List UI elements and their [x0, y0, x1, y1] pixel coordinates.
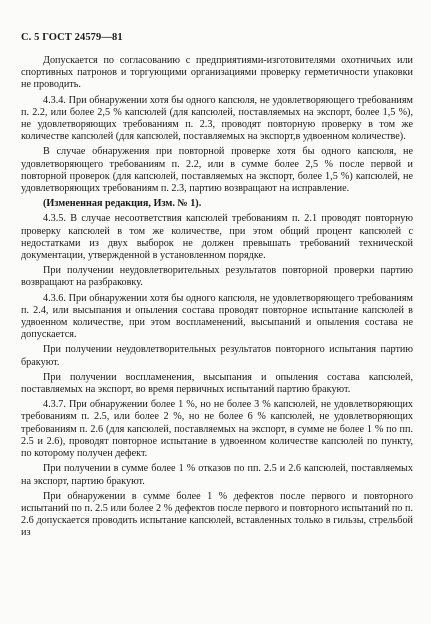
paragraph: При получении в сумме более 1 % отказов по пп. 2.5 и 2.6 капсюлей, поставляемых на экспорт, партию бракуют.: [21, 463, 413, 487]
paragraph: При получении неудовлетворительных результатов повторной проверки партию возвращают на разбраковку.: [21, 265, 413, 289]
paragraph: 4.3.7. При обнаружении более 1 %, но не более 3 % капсюлей, не удовлетворяющих требованиям п. 2.5, или более 2 %, но не более 6 % капсюлей, не удовлетворяющих требованиям п. 2.6 (для капсюлей, поставляемых на экспорт, в сумме не более 1 % по пп. 2.5 и 2.6), проводят повторное испытание в удвоенном количестве капсюлей по пункту, по которому получен дефект.: [21, 399, 413, 460]
paragraph: В случае обнаружения при повторной проверке хотя бы одного капсюля, не удовлетворяющего требованиям п. 2.2, или в сумме более 2,5 % после первой и повторной проверок (для капсюлей, поставляемых на экспорт, более 1,5 %) капсюлей, не удовлетворяющих требованиям п. 2.3, партию возвращают на исправление.: [21, 146, 413, 195]
paragraph: 4.3.5. В случае несоответствия капсюлей требованиям п. 2.1 проводят повторную проверку капсюлей в том же количестве, при этом общий процент капсюлей с недостатками из двух выборок не должен превышать требований технической документации, утвержденной в установленном порядке.: [21, 213, 413, 262]
document-body: [21, 55, 413, 543]
paragraph: 4.3.4. При обнаружении хотя бы одного капсюля, не удовлетворяющего требованиям п. 2.2, или более 2,5 % капсюлей (для капсюлей, поставляемых на экспорт, более 1,5 %), не удовлетворяющих требованиям п. 2.3, проводят повторную проверку в том же количестве капсюлей (для капсюлей, поставляемых на экспорт,в удвоенном количестве).: [21, 94, 413, 143]
page-header: С. 5 ГОСТ 24579—81: [21, 32, 123, 43]
paragraph: При получении неудовлетворительных результатов повторного испытания партию бракуют.: [21, 344, 413, 368]
paragraph: При получении воспламенения, высыпания и опыления состава капсюлей, поставляемых на экспорт, во время первичных испытаний партию бракуют.: [21, 371, 413, 396]
paragraph: Допускается по согласованию с предприятиями-изготовителями охотничьих или спортивных патронов и торгующими организациями проверку герметичности упаковки не проводить.: [21, 55, 413, 91]
paragraph: 4.3.6. При обнаружении хотя бы одного капсюля, не удовлетворяющего требованиям п. 2.4, или высыпания и опыления состава проводят повторное испытание капсюлей в удвоенном количестве, при этом воспламенений, высыпаний и опыления состава не допускается.: [21, 292, 413, 341]
edition-note: (Измененная редакция, Изм. № 1).: [43, 198, 202, 210]
paragraph: При обнаружении в сумме более 1 % дефектов после первого и повторного испытаний по п. 2.5 или более 2 % дефектов после первого и повторного испытаний по п. 2.6 допускается проводить испытание капсюлей, вставленных только в гильзы, стрельбой из: [21, 490, 413, 539]
